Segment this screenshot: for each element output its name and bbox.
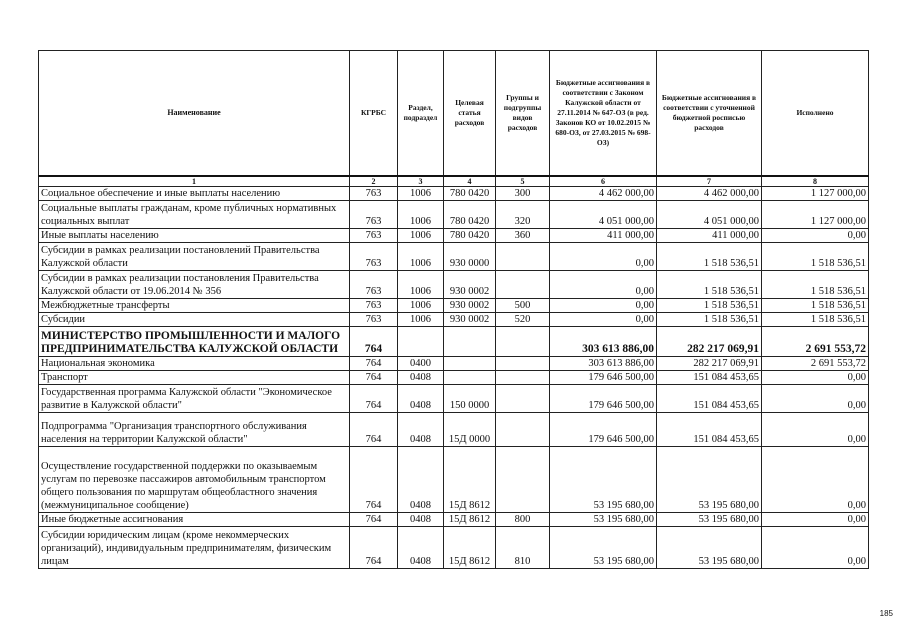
row-target-article: 930 0002 (444, 271, 496, 299)
row-executed: 0,00 (762, 229, 869, 243)
row-name: Межбюджетные трансферты (39, 299, 350, 313)
row-executed: 1 518 536,51 (762, 313, 869, 327)
row-kgrbs: 764 (350, 371, 398, 385)
row-assign-list: 4 462 000,00 (657, 187, 762, 201)
row-kgrbs: 763 (350, 187, 398, 201)
row-kgrbs: 763 (350, 299, 398, 313)
table-row (39, 187, 869, 201)
header-assign-list: Бюджетные ассигнования в соответствии с уточненной бюджетной росписью расходов (657, 51, 762, 177)
row-target-article: 15Д 8612 (444, 527, 496, 569)
row-assign-list: 4 051 000,00 (657, 201, 762, 229)
header-gruppy: Группы и подгруппы видов расходов (496, 51, 550, 177)
row-razdel: 0408 (398, 371, 444, 385)
table-row (39, 271, 869, 299)
row-executed: 1 127 000,00 (762, 201, 869, 229)
row-assign-list: 411 000,00 (657, 229, 762, 243)
row-kgrbs: 764 (350, 513, 398, 527)
table-row (39, 357, 869, 371)
row-expense-group (496, 371, 550, 385)
row-target-article: 150 0000 (444, 385, 496, 413)
row-name: Национальная экономика (39, 357, 350, 371)
row-kgrbs: 764 (350, 357, 398, 371)
row-kgrbs: 763 (350, 271, 398, 299)
row-assign-law: 411 000,00 (550, 229, 657, 243)
row-expense-group: 810 (496, 527, 550, 569)
row-executed: 0,00 (762, 371, 869, 385)
row-name: Иные бюджетные ассигнования (39, 513, 350, 527)
table-row (39, 413, 869, 447)
table-row (39, 313, 869, 327)
table-row (39, 201, 869, 229)
row-name: Субсидии в рамках реализации постановлений Правительства Калужской области (39, 243, 350, 271)
row-razdel: 1006 (398, 243, 444, 271)
col-number: 3 (398, 176, 444, 187)
row-assign-law: 179 646 500,00 (550, 385, 657, 413)
row-expense-group: 520 (496, 313, 550, 327)
row-kgrbs: 763 (350, 201, 398, 229)
budget-table (38, 50, 869, 569)
row-executed: 1 518 536,51 (762, 243, 869, 271)
row-target-article: 15Д 8612 (444, 447, 496, 513)
row-assign-law: 179 646 500,00 (550, 371, 657, 385)
col-number: 1 (39, 176, 350, 187)
row-expense-group (496, 271, 550, 299)
row-name: Субсидии юридическим лицам (кроме некоммерческих организаций), индивидуальным предпринимателям, физическим лицам (39, 527, 350, 569)
row-expense-group (496, 357, 550, 371)
row-assign-list: 1 518 536,51 (657, 271, 762, 299)
row-razdel: 1006 (398, 229, 444, 243)
row-razdel: 0408 (398, 413, 444, 447)
row-kgrbs: 764 (350, 527, 398, 569)
table-row (39, 447, 869, 513)
row-assign-law: 53 195 680,00 (550, 513, 657, 527)
header-razdel: Раздел, подраздел (398, 51, 444, 177)
row-name: Государственная программа Калужской области "Экономическое развитие в Калужской области" (39, 385, 350, 413)
table-row (39, 527, 869, 569)
row-target-article: 780 0420 (444, 229, 496, 243)
column-number-row (39, 176, 869, 187)
row-assign-law: 53 195 680,00 (550, 527, 657, 569)
row-executed: 0,00 (762, 413, 869, 447)
col-number: 8 (762, 176, 869, 187)
row-executed: 1 518 536,51 (762, 299, 869, 313)
row-target-article: 930 0002 (444, 299, 496, 313)
row-assign-list: 282 217 069,91 (657, 327, 762, 357)
table-row (39, 371, 869, 385)
table-header-row (39, 51, 869, 177)
row-razdel: 0400 (398, 357, 444, 371)
header-name: Наименование (39, 51, 350, 177)
table-row (39, 229, 869, 243)
row-name: Осуществление государственной поддержки по оказываемым услугам по перевозке пассажиров автомобильным транспортом общего пользования по маршрутам общеобластного значения (межмуниципальное сообщение) (39, 447, 350, 513)
row-executed: 0,00 (762, 527, 869, 569)
row-assign-list: 53 195 680,00 (657, 447, 762, 513)
table-row (39, 327, 869, 357)
row-assign-list: 151 084 453,65 (657, 371, 762, 385)
row-target-article (444, 327, 496, 357)
row-expense-group: 800 (496, 513, 550, 527)
row-razdel: 1006 (398, 201, 444, 229)
row-assign-law: 4 051 000,00 (550, 201, 657, 229)
row-target-article: 930 0000 (444, 243, 496, 271)
row-assign-law: 303 613 886,00 (550, 357, 657, 371)
row-assign-law: 0,00 (550, 271, 657, 299)
row-expense-group: 300 (496, 187, 550, 201)
row-assign-list: 151 084 453,65 (657, 413, 762, 447)
row-assign-law: 4 462 000,00 (550, 187, 657, 201)
row-executed: 0,00 (762, 513, 869, 527)
header-celevaya: Целевая статья расходов (444, 51, 496, 177)
row-executed: 0,00 (762, 447, 869, 513)
col-number: 5 (496, 176, 550, 187)
row-name: Субсидии в рамках реализации постановления Правительства Калужской области от 19.06.2014 № 356 (39, 271, 350, 299)
row-executed: 2 691 553,72 (762, 357, 869, 371)
table-row (39, 243, 869, 271)
row-razdel: 1006 (398, 313, 444, 327)
header-ispolneno: Исполнено (762, 51, 869, 177)
row-razdel: 0408 (398, 527, 444, 569)
row-assign-law: 0,00 (550, 243, 657, 271)
row-expense-group (496, 413, 550, 447)
row-razdel: 0408 (398, 447, 444, 513)
row-assign-law: 0,00 (550, 299, 657, 313)
row-kgrbs: 764 (350, 385, 398, 413)
row-assign-list: 53 195 680,00 (657, 513, 762, 527)
row-kgrbs: 764 (350, 447, 398, 513)
col-number: 4 (444, 176, 496, 187)
row-target-article: 930 0002 (444, 313, 496, 327)
row-razdel: 1006 (398, 271, 444, 299)
row-expense-group: 360 (496, 229, 550, 243)
row-executed: 1 518 536,51 (762, 271, 869, 299)
row-name: Социальное обеспечение и иные выплаты населению (39, 187, 350, 201)
table-row (39, 299, 869, 313)
row-target-article: 15Д 8612 (444, 513, 496, 527)
page-number: 185 (879, 609, 893, 618)
row-razdel: 1006 (398, 187, 444, 201)
row-executed: 0,00 (762, 385, 869, 413)
row-assign-law: 303 613 886,00 (550, 327, 657, 357)
row-assign-list: 151 084 453,65 (657, 385, 762, 413)
row-executed: 2 691 553,72 (762, 327, 869, 357)
row-kgrbs: 763 (350, 313, 398, 327)
row-assign-list: 1 518 536,51 (657, 299, 762, 313)
row-kgrbs: 764 (350, 413, 398, 447)
row-razdel (398, 327, 444, 357)
row-name: Подпрограмма "Организация транспортного обслуживания населения на территории Калужской области" (39, 413, 350, 447)
row-target-article (444, 357, 496, 371)
row-razdel: 1006 (398, 299, 444, 313)
row-name: Субсидии (39, 313, 350, 327)
table-row (39, 513, 869, 527)
row-razdel: 0408 (398, 513, 444, 527)
row-expense-group (496, 385, 550, 413)
row-assign-list: 1 518 536,51 (657, 243, 762, 271)
row-assign-list: 1 518 536,51 (657, 313, 762, 327)
col-number: 7 (657, 176, 762, 187)
row-razdel: 0408 (398, 385, 444, 413)
header-assign-law: Бюджетные ассигнования в соответствии с Законом Калужской области от 27.11.2014 № 647-ОЗ (в ред. Законов КО от 10.02.2015 № 680-ОЗ, от 27.03.2015 № 698-ОЗ) (550, 51, 657, 177)
row-kgrbs: 764 (350, 327, 398, 357)
row-assign-law: 53 195 680,00 (550, 447, 657, 513)
row-assign-list: 282 217 069,91 (657, 357, 762, 371)
row-target-article (444, 371, 496, 385)
row-target-article: 780 0420 (444, 187, 496, 201)
row-expense-group (496, 447, 550, 513)
row-executed: 1 127 000,00 (762, 187, 869, 201)
row-expense-group (496, 243, 550, 271)
row-name: Транспорт (39, 371, 350, 385)
col-number: 2 (350, 176, 398, 187)
row-target-article: 15Д 0000 (444, 413, 496, 447)
row-name: Социальные выплаты гражданам, кроме публичных нормативных социальных выплат (39, 201, 350, 229)
row-kgrbs: 763 (350, 243, 398, 271)
row-assign-list: 53 195 680,00 (657, 527, 762, 569)
row-expense-group: 320 (496, 201, 550, 229)
table-row (39, 385, 869, 413)
row-expense-group (496, 327, 550, 357)
row-target-article: 780 0420 (444, 201, 496, 229)
row-name: Иные выплаты населению (39, 229, 350, 243)
col-number: 6 (550, 176, 657, 187)
row-kgrbs: 763 (350, 229, 398, 243)
row-assign-law: 179 646 500,00 (550, 413, 657, 447)
row-name: МИНИСТЕРСТВО ПРОМЫШЛЕННОСТИ И МАЛОГО ПРЕДПРИНИМАТЕЛЬСТВА КАЛУЖСКОЙ ОБЛАСТИ (39, 327, 350, 357)
header-kgrbs: КГРБС (350, 51, 398, 177)
row-expense-group: 500 (496, 299, 550, 313)
row-assign-law: 0,00 (550, 313, 657, 327)
